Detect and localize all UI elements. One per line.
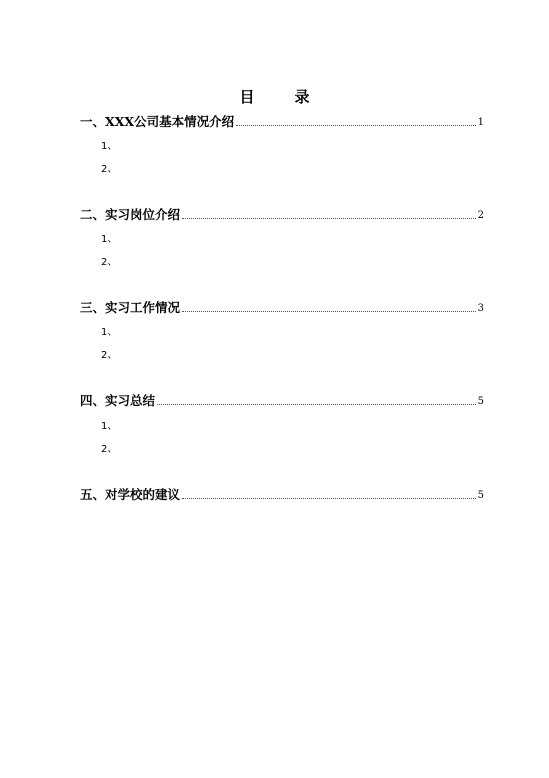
toc-entry-page: 5 — [477, 396, 484, 407]
toc-entry-label: 四、实习总结 — [80, 393, 156, 408]
toc-title-left: 目 — [239, 88, 255, 106]
toc-entry-3[interactable] — [80, 298, 484, 316]
toc-subitem: 2、 — [101, 164, 118, 175]
dot-leader — [236, 124, 476, 126]
toc-subitem: 1、 — [101, 141, 118, 152]
toc-entry-1[interactable] — [80, 112, 484, 130]
toc-subitem: 2、 — [101, 350, 118, 361]
toc-title-right: 录 — [294, 88, 310, 106]
dot-leader — [157, 403, 476, 405]
toc-subitem: 1、 — [101, 421, 118, 432]
toc-entry-page: 3 — [477, 303, 484, 314]
toc-entry-label: 一、XXX公司基本情况介绍 — [80, 114, 235, 129]
toc-entry-2[interactable] — [80, 205, 484, 223]
toc-entry-label: 五、对学校的建议 — [80, 487, 181, 502]
toc-entry-page: 5 — [477, 490, 484, 501]
toc-subitem: 2、 — [101, 444, 118, 455]
dot-leader — [182, 217, 476, 219]
toc-entry-4[interactable] — [80, 391, 484, 409]
toc-heading — [0, 86, 549, 107]
toc-subitem: 2、 — [101, 257, 118, 268]
toc-entry-5[interactable] — [80, 485, 484, 503]
toc-entry-page: 1 — [477, 117, 484, 128]
dot-leader — [182, 310, 476, 312]
dot-leader — [182, 497, 476, 499]
toc-entry-page: 2 — [477, 210, 484, 221]
toc-entry-label: 二、实习岗位介绍 — [80, 207, 181, 222]
toc-subitem: 1、 — [101, 234, 118, 245]
toc-subitem: 1、 — [101, 327, 118, 338]
toc-entry-label: 三、实习工作情况 — [80, 300, 181, 315]
